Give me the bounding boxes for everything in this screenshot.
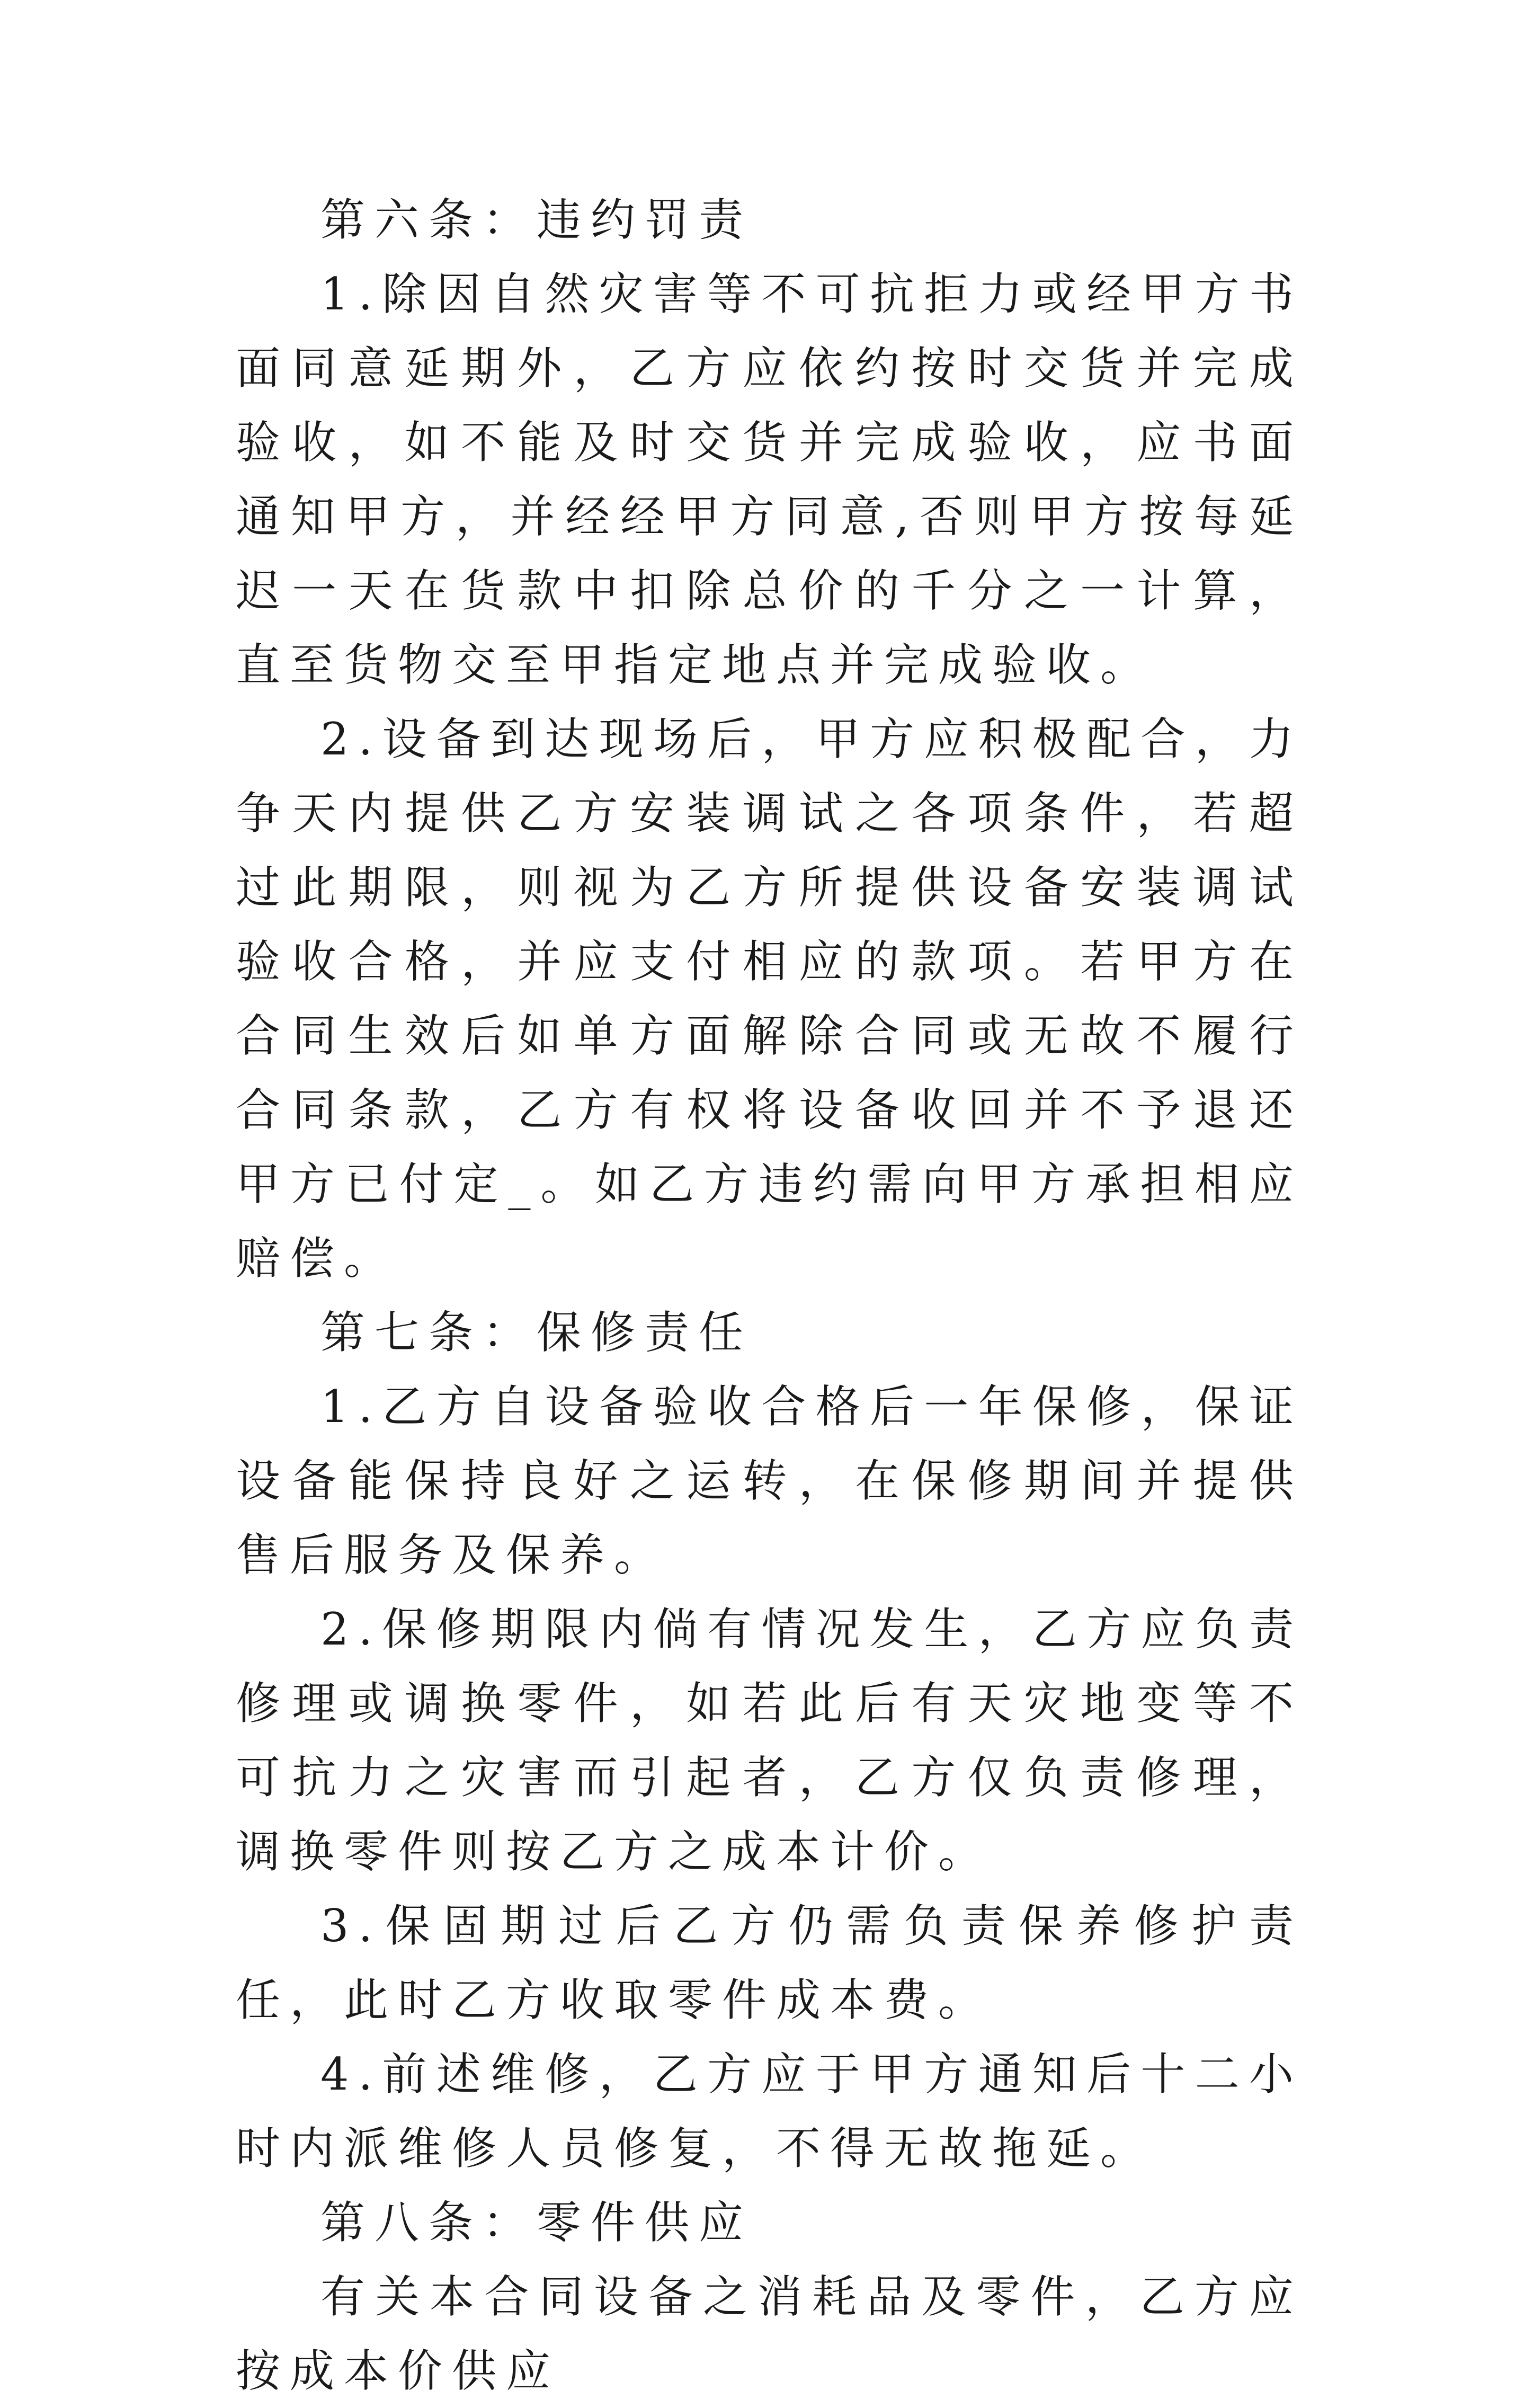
document-body (236, 183, 1303, 2408)
article-7-clause-3: 3.保固期过后乙方仍需负责保养修护责任，此时乙方收取零件成本费。 (236, 1900, 1303, 2026)
article-7-clause-1: 1.乙方自设备验收合格后一年保修，保证设备能保持良好之运转，在保修期间并提供售后服务及保养。 (236, 1381, 1303, 1581)
article-6-clause-1: 1.除因自然灾害等不可抗拒力或经甲方书面同意延期外，乙方应依约按时交货并完成验收，如不能及时交货并完成验收，应书面通知甲方，并经经甲方同意,否则甲方按每延迟一天在货款中扣除总价的千分之一计算，直至货物交至甲指定地点并完成验收。 (236, 268, 1303, 691)
article-8-body: 有关本合同设备之消耗品及零件，乙方应按成本价供应 (236, 2271, 1303, 2397)
article-8-heading: 第八条：零件供应 (320, 2197, 753, 2249)
article-7-heading: 第七条：保修责任 (320, 1307, 753, 1358)
article-6-clause-2: 2.设备到达现场后，甲方应积极配合，力争天内提供乙方安装调试之各项条件，若超过此期限，则视为乙方所提供设备安装调试验收合格，并应支付相应的款项。若甲方在合同生效后如单方面解除合同或无故不履行合同条款，乙方有权将设备收回并不予退还甲方已付定_。如乙方违约需向甲方承担相应赔偿。 (236, 713, 1303, 1284)
article-7-clause-2: 2.保修期限内倘有情况发生，乙方应负责修理或调换零件，如若此后有天灾地变等不可抗力之灾害而引起者，乙方仅负责修理，调换零件则按乙方之成本计价。 (236, 1603, 1303, 1878)
article-7-clause-4: 4.前述维修，乙方应于甲方通知后十二小时内派维修人员修复，不得无故拖延。 (236, 2048, 1303, 2174)
article-6-heading: 第六条：违约罚责 (320, 194, 753, 246)
